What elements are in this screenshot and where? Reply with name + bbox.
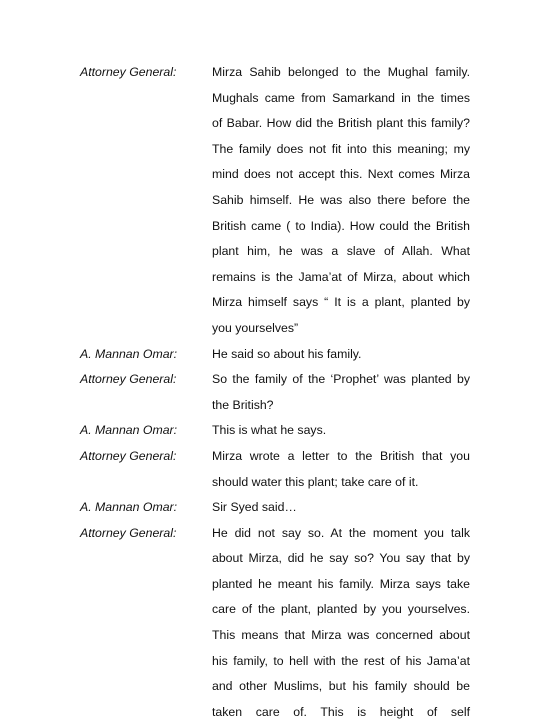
text-line: Mirza wrote a letter to the British that you — [212, 448, 470, 463]
speaker-label: A. Mannan Omar: — [80, 500, 178, 515]
text-line: Sir Syed said… — [212, 500, 297, 515]
text-line: He said so about his family. — [212, 346, 362, 361]
speech-text — [212, 521, 470, 725]
speech-text — [212, 60, 470, 342]
transcript-entry — [80, 342, 470, 368]
text-line: This means that Mirza was concerned about — [212, 628, 470, 643]
text-line: Sahib himself. He was also there before the — [212, 192, 470, 207]
transcript-entry — [80, 444, 470, 495]
speaker-label: Attorney General: — [80, 525, 177, 540]
text-line: This is what he says. — [212, 423, 327, 438]
speech-text — [212, 342, 470, 368]
text-line: about Mirza, did he say so? You say that by — [212, 551, 470, 566]
text-line: his family, to hell with the rest of his Jama’at — [212, 653, 470, 668]
transcript-entry — [80, 495, 470, 521]
text-line: should water this plant; take care of it. — [212, 474, 419, 489]
speech-text — [212, 495, 470, 521]
text-line: The family does not fit into this meaning; my — [212, 141, 470, 156]
text-line: remains is the Jama’at of Mirza, about which — [212, 269, 470, 284]
speaker-label: Attorney General: — [80, 448, 177, 463]
speaker-label: A. Mannan Omar: — [80, 423, 178, 438]
speech-text — [212, 367, 470, 418]
text-line: of Babar. How did the British plant this family? — [212, 116, 470, 131]
speech-text — [212, 444, 470, 495]
text-line: Mirza himself says “ It is a plant, planted by — [212, 295, 470, 310]
speaker-label: Attorney General: — [80, 372, 177, 387]
speech-text — [212, 418, 470, 444]
text-line: and other Muslims, but his family should be — [212, 679, 470, 694]
text-line: care of the plant, planted by you yourselves. — [212, 602, 470, 617]
text-line: mind does not accept this. Next comes Mirza — [212, 167, 470, 182]
transcript-entry — [80, 521, 470, 725]
text-line: plant him, he was a slave of Allah. What — [212, 244, 470, 259]
text-line: Mughals came from Samarkand in the times — [212, 90, 470, 105]
transcript-entry — [80, 367, 470, 418]
text-line: the British? — [212, 397, 274, 412]
text-line: So the family of the ‘Prophet’ was planted by — [212, 372, 470, 387]
text-line: Mirza Sahib belonged to the Mughal family. — [212, 65, 470, 79]
text-line: planted he meant his family. Mirza says take — [212, 576, 470, 591]
text-line: taken care of. This is height of self — [212, 704, 470, 719]
transcript-entry — [80, 418, 470, 444]
transcript-entry — [80, 60, 470, 342]
transcript — [80, 60, 470, 725]
speaker-label: Attorney General: — [80, 65, 177, 79]
text-line: you yourselves” — [212, 320, 299, 335]
text-line: British came ( to India). How could the British — [212, 218, 470, 233]
text-line: He did not say so. At the moment you talk — [212, 525, 470, 540]
speaker-label: A. Mannan Omar: — [80, 346, 178, 361]
